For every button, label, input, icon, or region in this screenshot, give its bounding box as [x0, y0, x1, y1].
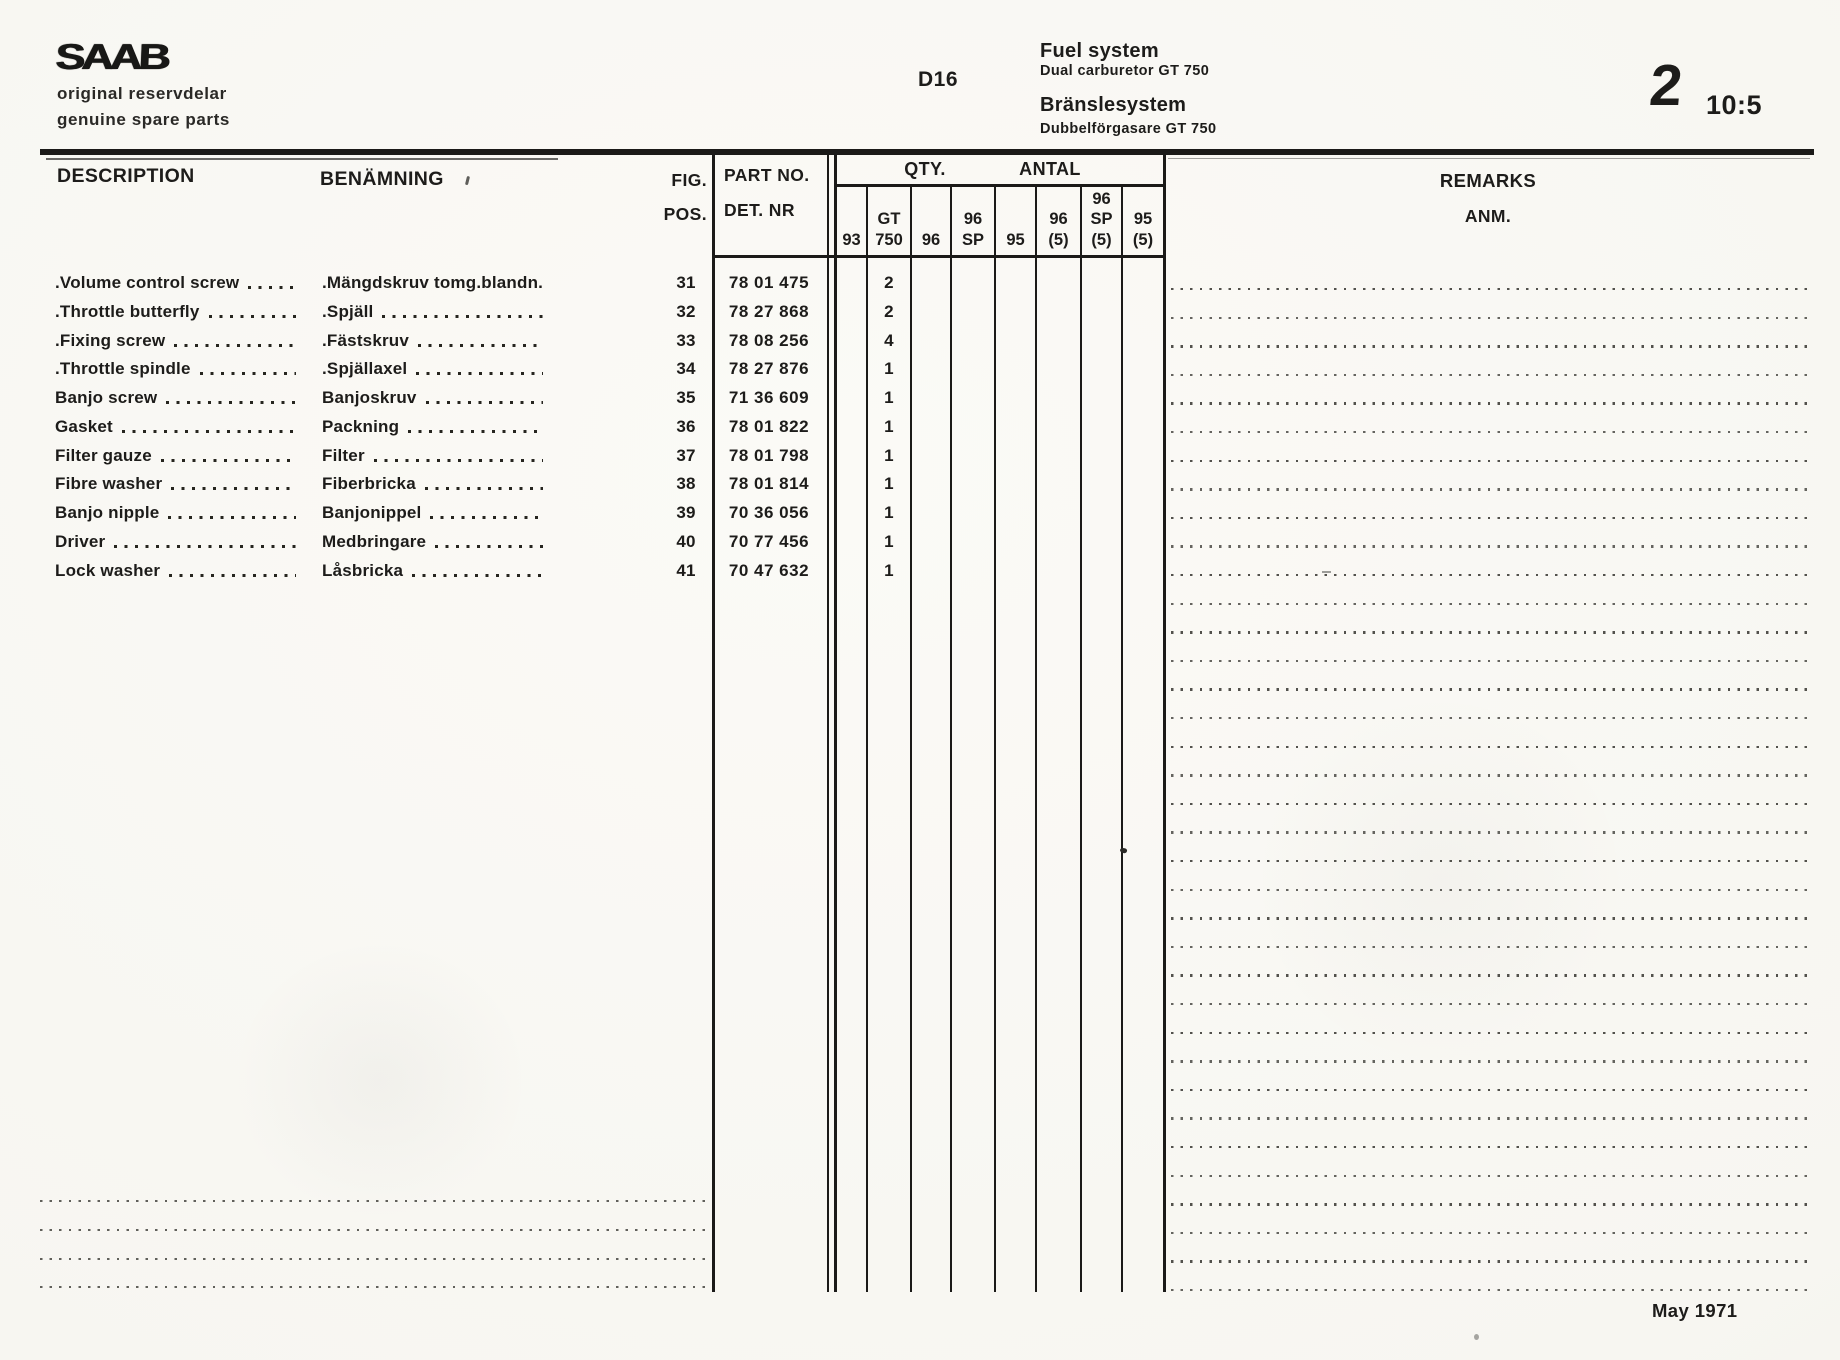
benamning-text: .Fästskruv [322, 330, 410, 350]
subheader-bottom-rule [712, 255, 1164, 258]
description-cell [55, 324, 298, 353]
table-row [55, 352, 1125, 381]
table-row [55, 525, 1125, 554]
dotted-leader [382, 315, 543, 318]
remarks-ruled-line [1171, 345, 1812, 347]
remarks-ruled-line [1171, 402, 1812, 404]
dotted-leader [161, 459, 296, 462]
page-number: 10:5 [1706, 90, 1763, 120]
dotted-leader [426, 401, 543, 404]
ink-speck [465, 176, 470, 185]
remarks-ruled-line [1171, 1232, 1812, 1234]
dotted-leader [166, 401, 296, 404]
column-header-description: DESCRIPTION [57, 165, 195, 187]
benamning-text: Banjoskruv [322, 388, 417, 407]
description-cell [55, 352, 298, 381]
bottom-ruled-line [40, 1229, 711, 1231]
benamning-cell [322, 352, 545, 381]
dotted-leader [122, 430, 296, 433]
dotted-leader [209, 315, 296, 318]
qty-subcolumn-header [838, 187, 865, 252]
benamning-cell [322, 439, 545, 468]
fig-pos-cell: 40 [676, 531, 696, 551]
dotted-leader [416, 372, 543, 375]
qty-subcolumn-header-line: (5) [1091, 230, 1112, 249]
qty-subcolumn-header-line: (5) [1048, 230, 1069, 249]
remarks-ruled-line [1171, 517, 1812, 519]
description-cell [55, 439, 298, 468]
remarks-ruled-line [1171, 1260, 1812, 1262]
part-no-cell: 78 01 475 [728, 273, 810, 292]
benamning-text: Packning [322, 416, 400, 436]
qty-gt750-cell: 1 [884, 388, 894, 407]
remarks-ruled-line [1171, 1060, 1812, 1062]
remarks-ruled-line [1171, 460, 1812, 462]
bottom-ruled-line [40, 1286, 711, 1288]
column-header-remarks: REMARKS [1439, 170, 1537, 191]
benamning-cell [322, 324, 545, 353]
qty-subcolumn-header-line: GT [877, 210, 901, 228]
remarks-ruled-line [1171, 946, 1812, 948]
remarks-ruled-line [1171, 688, 1812, 690]
section-number: 2 [1647, 53, 1686, 118]
qty-subcolumn-header [869, 187, 909, 252]
qty-subcolumn-header-line: 95 [1006, 230, 1025, 249]
description-text: Gasket [55, 416, 113, 436]
part-no-cell: 78 27 876 [728, 359, 810, 379]
part-no-cell: 78 27 868 [728, 301, 810, 321]
qty-gt750-cell: 1 [884, 560, 894, 580]
qty-subcolumn-header-line: 750 [875, 230, 903, 249]
remarks-ruled-line [1171, 1146, 1812, 1148]
qty-gt750-cell: 1 [884, 503, 894, 522]
remarks-ruled-line [1171, 1003, 1812, 1005]
qty-subcolumn-header-line: 96 [963, 210, 983, 228]
benamning-text: Medbringare [322, 531, 427, 551]
remarks-ruled-line [1171, 746, 1812, 748]
dotted-leader [412, 574, 543, 577]
qty-gt750-cell: 1 [884, 474, 894, 494]
part-no-cell: 70 47 632 [728, 560, 810, 580]
benamning-text: Fiberbricka [322, 474, 416, 494]
scan-smudge [170, 880, 590, 1280]
fig-pos-cell: 36 [676, 416, 696, 436]
dotted-leader [435, 545, 543, 548]
qty-gt750-cell: 2 [884, 273, 894, 292]
saab-logo: SAAB [54, 36, 168, 77]
benamning-text: .Mängdskruv tomg.blandn. [322, 273, 544, 292]
table-row [55, 410, 1125, 439]
qty-subcolumn-header-line: 96 [1092, 189, 1111, 208]
part-no-cell: 78 01 798 [728, 445, 810, 465]
column-header-det-nr: DET. NR [724, 200, 795, 220]
remarks-ruled-line [1171, 1203, 1812, 1205]
part-no-cell: 71 36 609 [728, 388, 810, 407]
column-header-benamning: BENÄMNING [320, 168, 444, 190]
qty-gt750-cell: 1 [884, 416, 894, 436]
benamning-text: Låsbricka [322, 560, 404, 580]
benamning-cell [322, 496, 545, 525]
part-no-cell: 78 01 814 [728, 474, 810, 494]
description-text: .Throttle spindle [55, 359, 191, 379]
remarks-ruled-line [1171, 631, 1812, 633]
dotted-leader [425, 487, 543, 490]
description-text: Lock washer [55, 560, 161, 580]
qty-subcolumn-header [913, 187, 949, 252]
dotted-leader [248, 286, 296, 289]
qty-subcolumn-header-line: 96 [921, 230, 941, 249]
qty-subcolumn-header-line: SP [961, 230, 984, 249]
description-text: Filter gauze [55, 445, 152, 465]
dotted-leader [168, 516, 296, 519]
description-text: .Volume control screw [55, 273, 240, 292]
remarks-ruled-line [1171, 831, 1812, 833]
description-cell [55, 381, 298, 410]
remarks-ruled-line [1171, 374, 1812, 376]
table-row [55, 324, 1125, 353]
qty-subcolumn-header-line: 93 [842, 230, 861, 249]
remarks-ruled-line [1171, 774, 1812, 776]
dotted-leader [200, 372, 296, 375]
dotted-leader [430, 516, 543, 519]
description-cell [55, 295, 298, 324]
column-header-antal: ANTAL [1019, 159, 1081, 179]
system-subtitle-english: Dual carburetor GT 750 [1040, 63, 1210, 79]
description-cell [55, 410, 298, 439]
fig-pos-cell: 32 [676, 301, 696, 321]
qty-subcolumn-header-line: (5) [1132, 230, 1154, 249]
benamning-text: .Spjäll [322, 301, 374, 321]
dotted-leader [408, 430, 543, 433]
remarks-ruled-line [1171, 488, 1812, 490]
description-text: .Fixing screw [55, 330, 166, 350]
benamning-text: .Spjällaxel [322, 359, 408, 379]
column-header-qty: QTY. [904, 159, 946, 179]
description-text: .Throttle butterfly [55, 301, 200, 321]
column-header-pos: POS. [663, 204, 707, 224]
ink-speck [1474, 1334, 1479, 1340]
dotted-leader [374, 459, 543, 462]
fig-pos-cell: 31 [676, 273, 696, 292]
remarks-ruled-line [1171, 545, 1812, 547]
dotted-leader [171, 487, 296, 490]
qty-subcolumn-header [997, 187, 1034, 252]
fig-pos-cell: 39 [676, 503, 696, 522]
table-row [55, 496, 1125, 525]
benamning-cell [322, 525, 545, 554]
remarks-ruled-line [1171, 1289, 1812, 1291]
benamning-cell [322, 295, 545, 324]
qty-gt750-cell: 1 [884, 445, 894, 465]
benamning-text: Banjonippel [322, 503, 422, 522]
qty-subcolumn-header [1038, 187, 1079, 252]
description-text: Banjo nipple [55, 503, 160, 522]
description-text: Driver [55, 531, 106, 551]
benamning-cell [322, 467, 545, 496]
system-title-english: Fuel system [1040, 40, 1159, 62]
remarks-ruled-line [1171, 889, 1812, 891]
plate-code: D16 [918, 68, 959, 91]
remarks-ruled-line [1171, 1117, 1812, 1119]
qty-gt750-cell: 4 [884, 330, 894, 350]
qty-gt750-cell: 1 [884, 359, 894, 379]
remarks-ruled-line [1171, 660, 1812, 662]
table-row [55, 295, 1125, 324]
fig-pos-cell: 34 [676, 359, 696, 379]
qty-subcolumn-header [1083, 187, 1120, 252]
table-row [55, 467, 1125, 496]
remarks-ruled-line [1171, 917, 1812, 919]
table-row [55, 554, 1125, 583]
fig-pos-cell: 38 [676, 474, 696, 494]
remarks-ruled-line [1171, 603, 1812, 605]
remarks-ruled-line [1171, 1089, 1812, 1091]
description-text: Fibre washer [55, 474, 163, 494]
qty-subcolumn-header [953, 187, 993, 252]
description-cell [55, 554, 298, 583]
table-row [55, 381, 1125, 410]
bottom-ruled-line [40, 1258, 711, 1260]
qty-subcolumn-header [1124, 187, 1162, 252]
column-header-part-no: PART NO. [724, 165, 810, 185]
part-no-cell: 70 77 456 [728, 531, 810, 551]
tagline-english: genuine spare parts [57, 110, 230, 129]
table-top-rule [40, 149, 1814, 155]
column-header-fig: FIG. [671, 170, 707, 190]
description-text: Banjo screw [55, 388, 158, 407]
table-top-rule-echo-left [46, 158, 558, 160]
part-no-cell: 78 08 256 [728, 330, 810, 350]
description-cell [55, 496, 298, 525]
qty-subcolumn-header-line: SP [1090, 210, 1113, 228]
remarks-ruled-line [1171, 1175, 1812, 1177]
fig-pos-cell: 35 [676, 388, 696, 407]
description-cell [55, 467, 298, 496]
remarks-ruled-line [1171, 288, 1812, 290]
part-no-cell: 70 36 056 [728, 503, 810, 522]
qty-gt750-cell: 1 [884, 531, 894, 551]
remarks-ruled-line [1171, 574, 1812, 576]
table-vertical-rule [1163, 150, 1166, 1292]
remarks-ruled-line [1171, 1032, 1812, 1034]
remarks-ruled-line [1171, 317, 1812, 319]
description-cell [55, 525, 298, 554]
column-header-anm: ANM. [1464, 206, 1512, 226]
remarks-ruled-line [1171, 431, 1812, 433]
remarks-ruled-line [1171, 860, 1812, 862]
qty-gt750-cell: 2 [884, 301, 894, 321]
benamning-cell [322, 410, 545, 439]
dotted-leader [174, 344, 296, 347]
ink-speck [1322, 571, 1331, 573]
system-subtitle-swedish: Dubbelförgasare GT 750 [1040, 121, 1217, 137]
fig-pos-cell: 41 [676, 560, 696, 580]
footer-date: May 1971 [1652, 1300, 1738, 1321]
benamning-cell [322, 554, 545, 583]
dotted-leader [114, 545, 296, 548]
system-title-swedish: Bränslesystem [1040, 94, 1187, 116]
qty-subcolumn-header-line: 95 [1133, 210, 1153, 228]
remarks-ruled-line [1171, 803, 1812, 805]
dotted-leader [169, 574, 296, 577]
dotted-leader [418, 344, 543, 347]
remarks-ruled-line [1171, 717, 1812, 719]
qty-subcolumn-header-line: 96 [1049, 210, 1068, 228]
bottom-ruled-line [40, 1200, 711, 1202]
description-cell [55, 266, 298, 295]
table-row [55, 439, 1125, 468]
benamning-cell [322, 381, 545, 410]
fig-pos-cell: 33 [676, 330, 696, 350]
tagline-swedish: original reservdelar [57, 84, 227, 103]
remarks-ruled-line [1171, 974, 1812, 976]
table-row [55, 266, 1125, 295]
fig-pos-cell: 37 [676, 445, 696, 465]
benamning-text: Filter [322, 445, 365, 465]
table-top-rule-echo-right [1168, 158, 1810, 159]
benamning-cell [322, 266, 545, 295]
part-no-cell: 78 01 822 [728, 416, 810, 436]
